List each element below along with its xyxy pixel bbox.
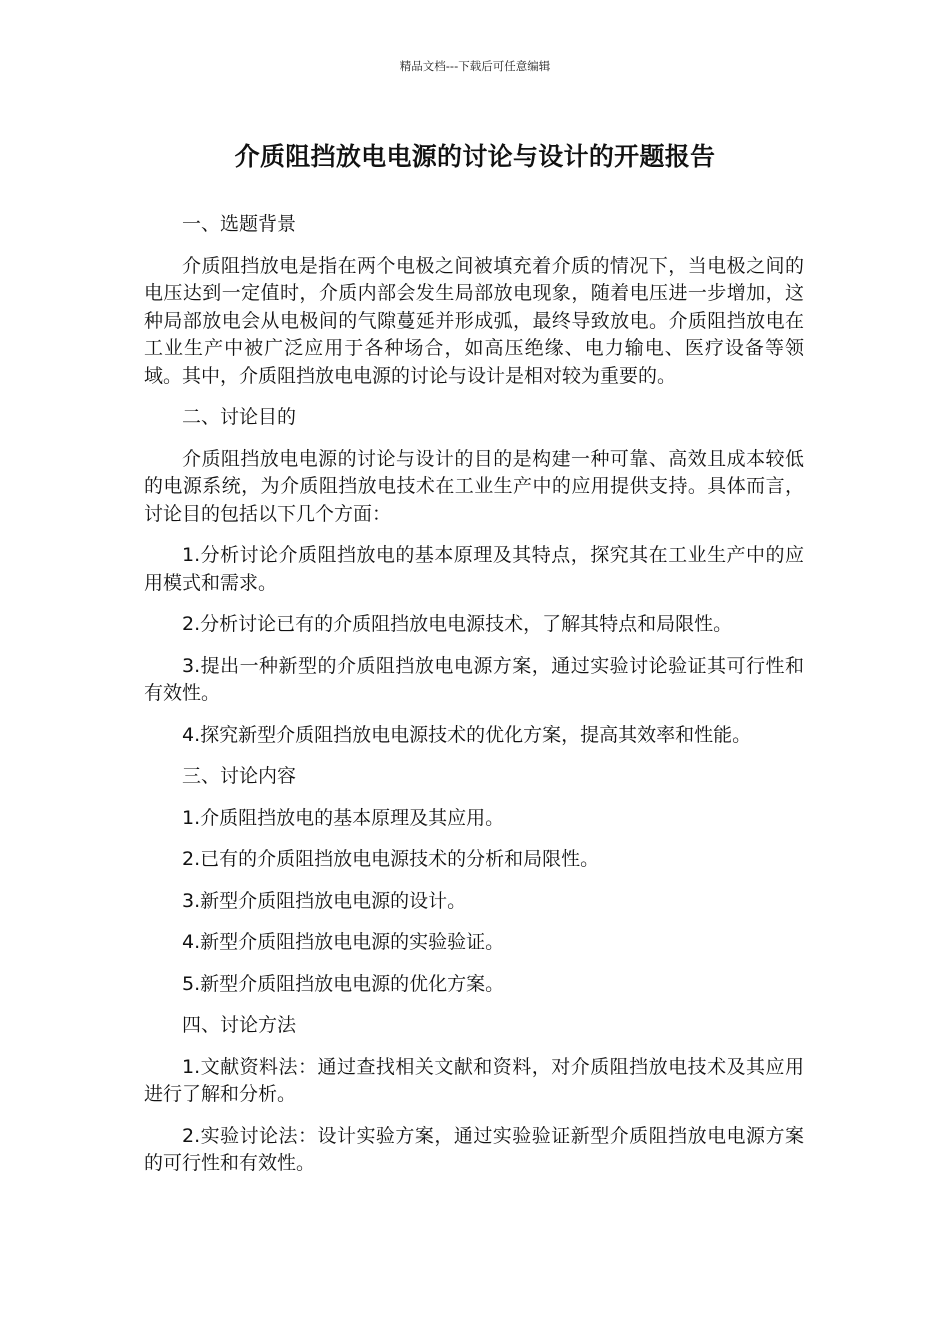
list-item-purpose-1: 1.分析讨论介质阻挡放电的基本原理及其特点，探究其在工业生产中的应用模式和需求。 xyxy=(144,544,804,594)
paragraph-background: 介质阻挡放电是指在两个电极之间被填充着介质的情况下，当电极之间的电压达到一定值时，介质内部会发生局部放电现象，随着电压进一步增加，这种局部放电会从电极间的气隙蔓延并形成弧，最终导致放电。介质阻挡放电在工业生产中被广泛应用于各种场合，如高压绝缘、电力输电、医疗设备等领域。其中，介质阻挡放电电源的讨论与设计是相对较为重要的。 xyxy=(144,254,804,387)
list-item-purpose-3: 3.提出一种新型的介质阻挡放电电源方案，通过实验讨论验证其可行性和有效性。 xyxy=(144,654,804,704)
section-heading-purpose: 二、讨论目的 xyxy=(182,406,297,428)
section-heading-background: 一、选题背景 xyxy=(182,213,297,235)
section-heading-methods: 四、讨论方法 xyxy=(182,1014,297,1036)
list-item-content-1: 1.介质阻挡放电的基本原理及其应用。 xyxy=(182,806,505,829)
header-note: 精品文档---下载后可任意编辑 xyxy=(399,59,551,73)
list-item-content-2: 2.已有的介质阻挡放电电源技术的分析和局限性。 xyxy=(182,848,600,870)
section-heading-content: 三、讨论内容 xyxy=(182,765,297,787)
list-item-methods-1: 1.文献资料法：通过查找相关文献和资料，对介质阻挡放电技术及其应用进行了解和分析。 xyxy=(144,1055,804,1105)
list-item-methods-2: 2.实验讨论法：设计实验方案，通过实验验证新型介质阻挡放电电源方案的可行性和有效性。 xyxy=(144,1124,804,1174)
list-item-purpose-4: 4.探究新型介质阻挡放电电源技术的优化方案，提高其效率和性能。 xyxy=(182,723,752,746)
paragraph-purpose: 介质阻挡放电电源的讨论与设计的目的是构建一种可靠、高效且成本较低的电源系统，为介质阻挡放电技术在工业生产中的应用提供支持。具体而言，讨论目的包括以下几个方面： xyxy=(144,447,804,525)
list-item-content-4: 4.新型介质阻挡放电电源的实验验证。 xyxy=(182,931,505,953)
document-title: 介质阻挡放电电源的讨论与设计的开题报告 xyxy=(234,142,716,171)
list-item-content-5: 5.新型介质阻挡放电电源的优化方案。 xyxy=(182,972,505,995)
list-item-purpose-2: 2.分析讨论已有的介质阻挡放电电源技术，了解其特点和局限性。 xyxy=(182,613,733,635)
list-item-content-3: 3.新型介质阻挡放电电源的设计。 xyxy=(182,889,467,912)
document-body xyxy=(144,211,804,1192)
